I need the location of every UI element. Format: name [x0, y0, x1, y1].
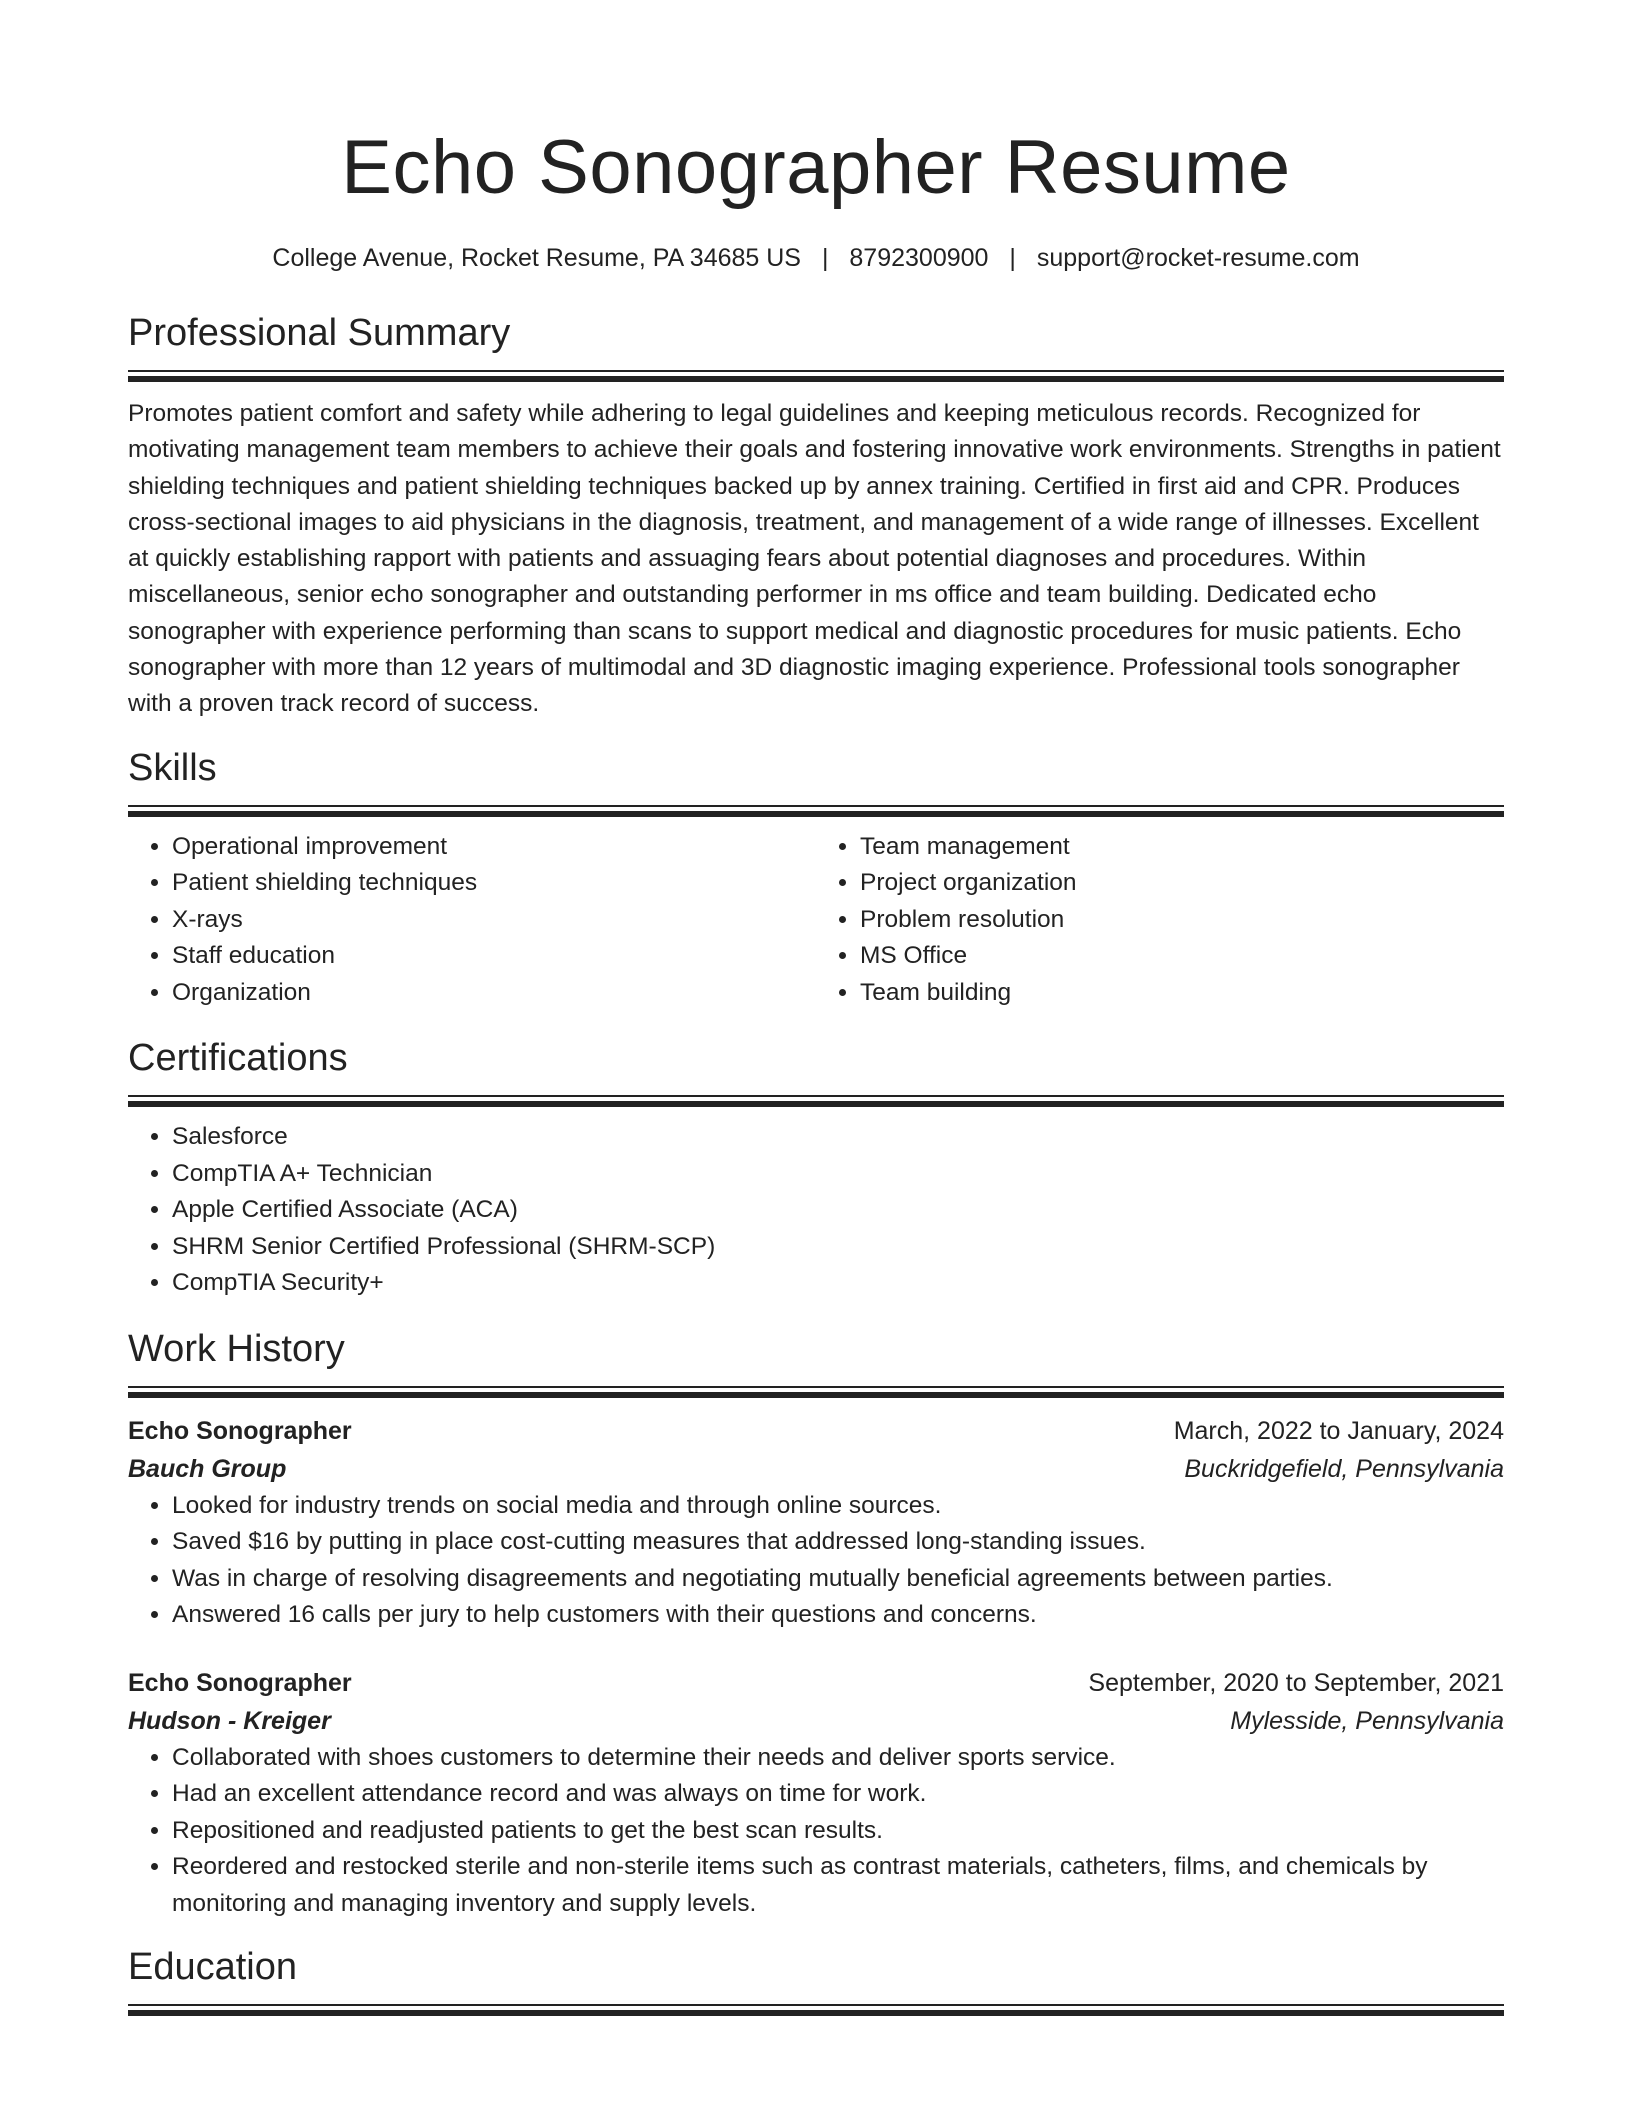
list-item: • Project organization	[860, 865, 1504, 902]
job-entry	[128, 1664, 1504, 1923]
job-location: Mylesside, Pennsylvania	[1230, 1706, 1504, 1735]
summary-section	[128, 310, 1504, 723]
contact-separator: |	[1009, 244, 1016, 272]
job-dates: September, 2020 to September, 2021	[1088, 1668, 1504, 1697]
list-item: • Operational improvement	[172, 829, 816, 866]
section-divider	[128, 370, 1504, 382]
skills-heading: Skills	[128, 746, 217, 789]
skills-section	[128, 745, 1504, 1012]
job-company: Hudson - Kreiger	[128, 1706, 331, 1735]
skills-list-right	[816, 829, 1504, 1012]
job-duties-list	[128, 1488, 1504, 1634]
list-item: • CompTIA A+ Technician	[172, 1156, 1504, 1193]
list-item: • Apple Certified Associate (ACA)	[172, 1192, 1504, 1229]
list-item: • Repositioned and readjusted patients to get the best scan results.	[172, 1813, 1504, 1850]
contact-email: support@rocket-resume.com	[1036, 244, 1360, 272]
list-item: • SHRM Senior Certified Professional (SHRM-SCP)	[172, 1229, 1504, 1266]
job-dates: March, 2022 to January, 2024	[1173, 1416, 1504, 1445]
list-item: • Collaborated with shoes customers to determine their needs and deliver sports service.	[172, 1740, 1504, 1777]
section-divider	[128, 805, 1504, 817]
list-item: • Organization	[172, 975, 816, 1012]
contact-phone: 8792300900	[849, 244, 989, 272]
summary-heading: Professional Summary	[128, 312, 511, 354]
list-item: • Patient shielding techniques	[172, 865, 816, 902]
job-header-row	[128, 1412, 1504, 1450]
list-item: • Team management	[860, 829, 1504, 866]
certifications-list	[128, 1119, 1504, 1302]
list-item: • Looked for industry trends on social media and through online sources.	[172, 1488, 1504, 1525]
job-title: Echo Sonographer	[128, 1416, 352, 1445]
list-item: • Problem resolution	[860, 902, 1504, 939]
list-item: • Staff education	[172, 938, 816, 975]
list-item: • Team building	[860, 975, 1504, 1012]
education-heading: Education	[128, 1946, 298, 1989]
work-history-section	[128, 1326, 1504, 1923]
job-company: Bauch Group	[128, 1454, 287, 1483]
list-item: • Answered 16 calls per jury to help customers with their questions and concerns.	[172, 1597, 1504, 1634]
job-company-row	[128, 1702, 1504, 1740]
job-header-row	[128, 1664, 1504, 1702]
resume-title: Echo Sonographer Resume	[341, 125, 1291, 210]
contact-address: College Avenue, Rocket Resume, PA 34685 US	[272, 244, 801, 272]
education-section	[128, 1944, 1504, 2016]
job-entry	[128, 1412, 1504, 1634]
list-item: • CompTIA Security+	[172, 1265, 1504, 1302]
list-item: • MS Office	[860, 938, 1504, 975]
job-duties-list	[128, 1740, 1504, 1923]
list-item: • Saved $16 by putting in place cost-cutting measures that addressed long-standing issues.	[172, 1524, 1504, 1561]
section-divider	[128, 1095, 1504, 1107]
list-item: • Was in charge of resolving disagreements and negotiating mutually beneficial agreements between parties.	[172, 1561, 1504, 1598]
section-divider	[128, 1386, 1504, 1398]
list-item: • Salesforce	[172, 1119, 1504, 1156]
contact-line	[128, 242, 1504, 274]
section-divider	[128, 2004, 1504, 2016]
certifications-section	[128, 1035, 1504, 1302]
skills-list-left	[128, 829, 816, 1012]
job-location: Buckridgefield, Pennsylvania	[1184, 1454, 1504, 1483]
work-history-heading: Work History	[128, 1327, 345, 1370]
job-title: Echo Sonographer	[128, 1668, 352, 1697]
summary-text: Promotes patient comfort and safety while adhering to legal guidelines and keeping meticulous records. Recognized for motivating management team members to achieve their goals and fostering innovative work environments. Strengths in patient shielding techniques and patient shielding techniques backed up by annex training. Certified in first aid and CPR. Produces cross-sectional images to aid physicians in the diagnosis, treatment, and management of a wide range of illnesses. Excellent at quickly establishing rapport with patients and assuaging fears about potential diagnoses and procedures. Within miscellaneous, senior echo sonographer and outstanding performer in ms office and team building. Dedicated echo sonographer with experience performing than scans to support medical and diagnostic procedures for music patients. Echo sonographer with more than 12 years of multimodal and 3D diagnostic imaging experience. Professional tools sonographer with a proven track record of success.	[128, 400, 1501, 718]
job-company-row	[128, 1450, 1504, 1488]
list-item: • Had an excellent attendance record and was always on time for work.	[172, 1776, 1504, 1813]
certifications-heading: Certifications	[128, 1037, 348, 1080]
contact-separator: |	[821, 244, 829, 272]
list-item: • X-rays	[172, 902, 816, 939]
skills-grid	[128, 829, 1504, 1012]
list-item: • Reordered and restocked sterile and non-sterile items such as contrast materials, catheters, films, and chemicals by monitoring and managing inventory and supply levels.	[172, 1849, 1504, 1922]
